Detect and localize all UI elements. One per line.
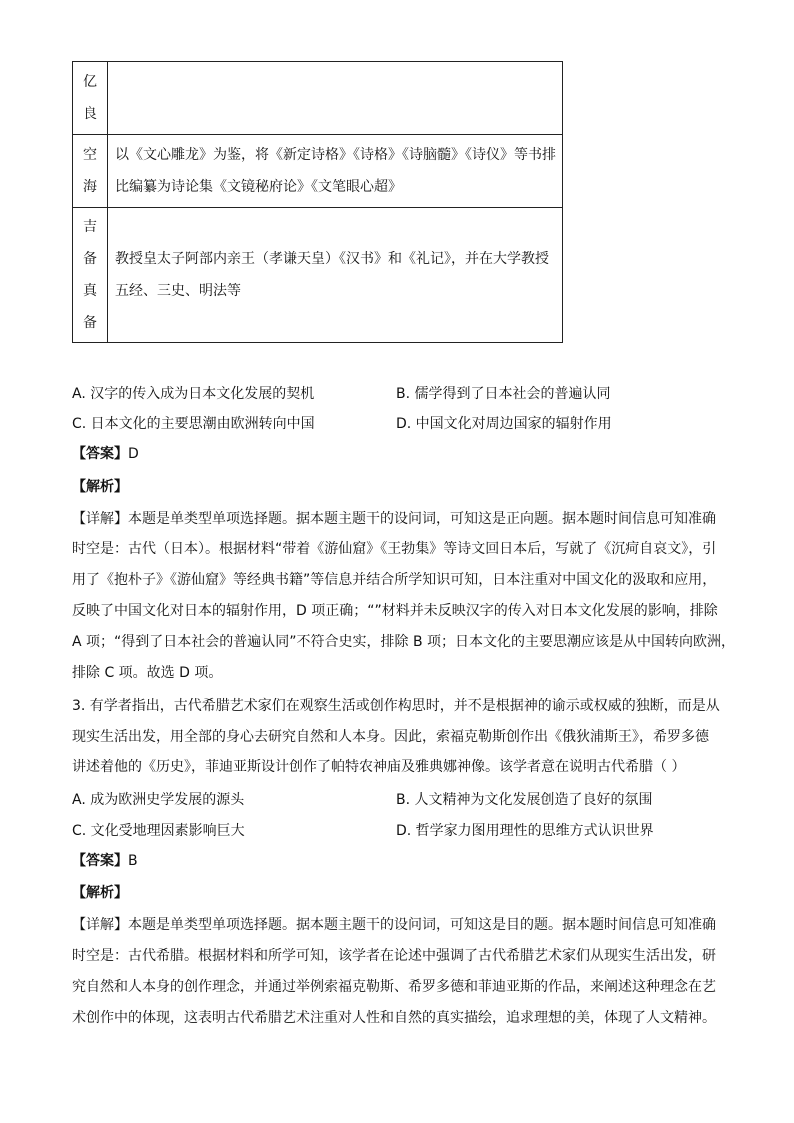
q2-analysis-tag: 【解析】 bbox=[72, 479, 128, 495]
q3-analysis-tag: 【解析】 bbox=[72, 885, 128, 901]
q2-option-a: A. 汉字的传入成为日本文化发展的契机 bbox=[72, 386, 315, 402]
answer-tag: 【答案】 bbox=[72, 446, 128, 462]
q3-stem-line: 现实生活出发，用全部的身心去研究自然和人本身。因此，索福克勒斯创作出《俄狄浦斯王》，希罗多德 bbox=[72, 729, 709, 745]
desc-line: 教授皇太子阿部内亲王（孝谦天皇）《汉书》和《礼记》，并在大学教授 bbox=[115, 251, 549, 267]
q3-answer bbox=[72, 850, 138, 870]
q3-detail-line: 究自然和人本身的创作理念，并通过举例索福克勒斯、希罗多德和菲迪亚斯的作品，来阐述这种理念在艺 bbox=[72, 979, 716, 995]
answer-tag: 【答案】 bbox=[72, 853, 128, 869]
q2-option-b: B. 儒学得到了日本社会的普遍认同 bbox=[396, 386, 611, 402]
desc-cell bbox=[108, 62, 563, 135]
q3-option-a: A. 成为欧洲史学发展的源头 bbox=[72, 792, 245, 808]
table-row bbox=[73, 208, 563, 343]
q3-detail-line: 术创作中的体现，这表明古代希腊艺术注重对人性和自然的真实描绘，追求理想的美，体现了人文精神。 bbox=[72, 1010, 716, 1026]
name-cell bbox=[73, 208, 108, 343]
name-char: 备 bbox=[83, 251, 97, 267]
q2-detail-line: 时空是：古代（日本）。根据材料“带着《游仙窟》《王勃集》等诗文回日本后，写就了《沉疴自哀文》，引 bbox=[72, 541, 717, 557]
name-char: 备 bbox=[83, 315, 97, 331]
q3-detail-line: 时空是：古代希腊。根据材料和所学可知，该学者在论述中强调了古代希腊艺术家们从现实生活出发，研 bbox=[72, 948, 716, 964]
name-cell bbox=[73, 135, 108, 208]
q2-detail-line: 排除 C 项。故选 D 项。 bbox=[72, 665, 223, 681]
name-char: 良 bbox=[83, 106, 97, 122]
q3-stem-line: 3. 有学者指出，古代希腊艺术家们在观察生活或创作构思时，并不是根据神的谕示或权威的独断，而是从 bbox=[72, 698, 720, 714]
q2-answer bbox=[72, 443, 139, 463]
desc-line: 以《文心雕龙》为鉴，将《新定诗格》《诗格》《诗脑髓》《诗仪》等书排 bbox=[115, 147, 556, 163]
q3-stem-line: 讲述着他的《历史》，菲迪亚斯设计创作了帕特农神庙及雅典娜神像。该学者意在说明古代希腊（ ） bbox=[72, 759, 686, 775]
name-char: 亿 bbox=[83, 74, 97, 90]
name-char: 吉 bbox=[83, 219, 97, 235]
q3-option-c: C. 文化受地理因素影响巨大 bbox=[72, 823, 245, 839]
desc-cell bbox=[108, 135, 563, 208]
q3-option-d: D. 哲学家力图用理性的思维方式认识世界 bbox=[396, 823, 654, 839]
table-row bbox=[73, 135, 563, 208]
q2-option-d: D. 中国文化对周边国家的辐射作用 bbox=[396, 416, 612, 432]
name-char: 空 bbox=[83, 147, 97, 163]
name-cell bbox=[73, 62, 108, 135]
q2-detail-line: A 项；“得到了日本社会的普遍认同”不符合史实，排除 B 项；日本文化的主要思潮应该是从中国转向欧洲， bbox=[72, 634, 736, 650]
answer-value: B bbox=[128, 853, 138, 869]
q2-detail-line: 反映了中国文化对日本的辐射作用，D 项正确；“”材料并未反映汉字的传入对日本文化发展的影响，排除 bbox=[72, 603, 718, 619]
desc-line: 比编纂为诗论集《文镜秘府论》《文笔眼心超》 bbox=[115, 179, 402, 195]
answer-value: D bbox=[128, 446, 139, 462]
q3-detail-line: 【详解】本题是单类型单项选择题。据本题主题干的设问词，可知这是目的题。据本题时间信息可知准确 bbox=[72, 917, 716, 933]
figure-table bbox=[72, 61, 563, 343]
desc-cell bbox=[108, 208, 563, 343]
name-char: 真 bbox=[83, 283, 97, 299]
name-char: 海 bbox=[83, 179, 97, 195]
q2-detail-line: 【详解】本题是单类型单项选择题。据本题主题干的设问词，可知这是正向题。据本题时间信息可知准确 bbox=[72, 511, 716, 527]
q2-option-c: C. 日本文化的主要思潮由欧洲转向中国 bbox=[72, 416, 315, 432]
q3-option-b: B. 人文精神为文化发展创造了良好的氛围 bbox=[396, 792, 653, 808]
desc-line: 五经、三史、明法等 bbox=[115, 283, 241, 299]
q2-detail-line: 用了《抱朴子》《游仙窟》等经典书籍”等信息并结合所学知识可知，日本注重对中国文化的汲取和应用， bbox=[72, 572, 717, 588]
table-row bbox=[73, 62, 563, 135]
